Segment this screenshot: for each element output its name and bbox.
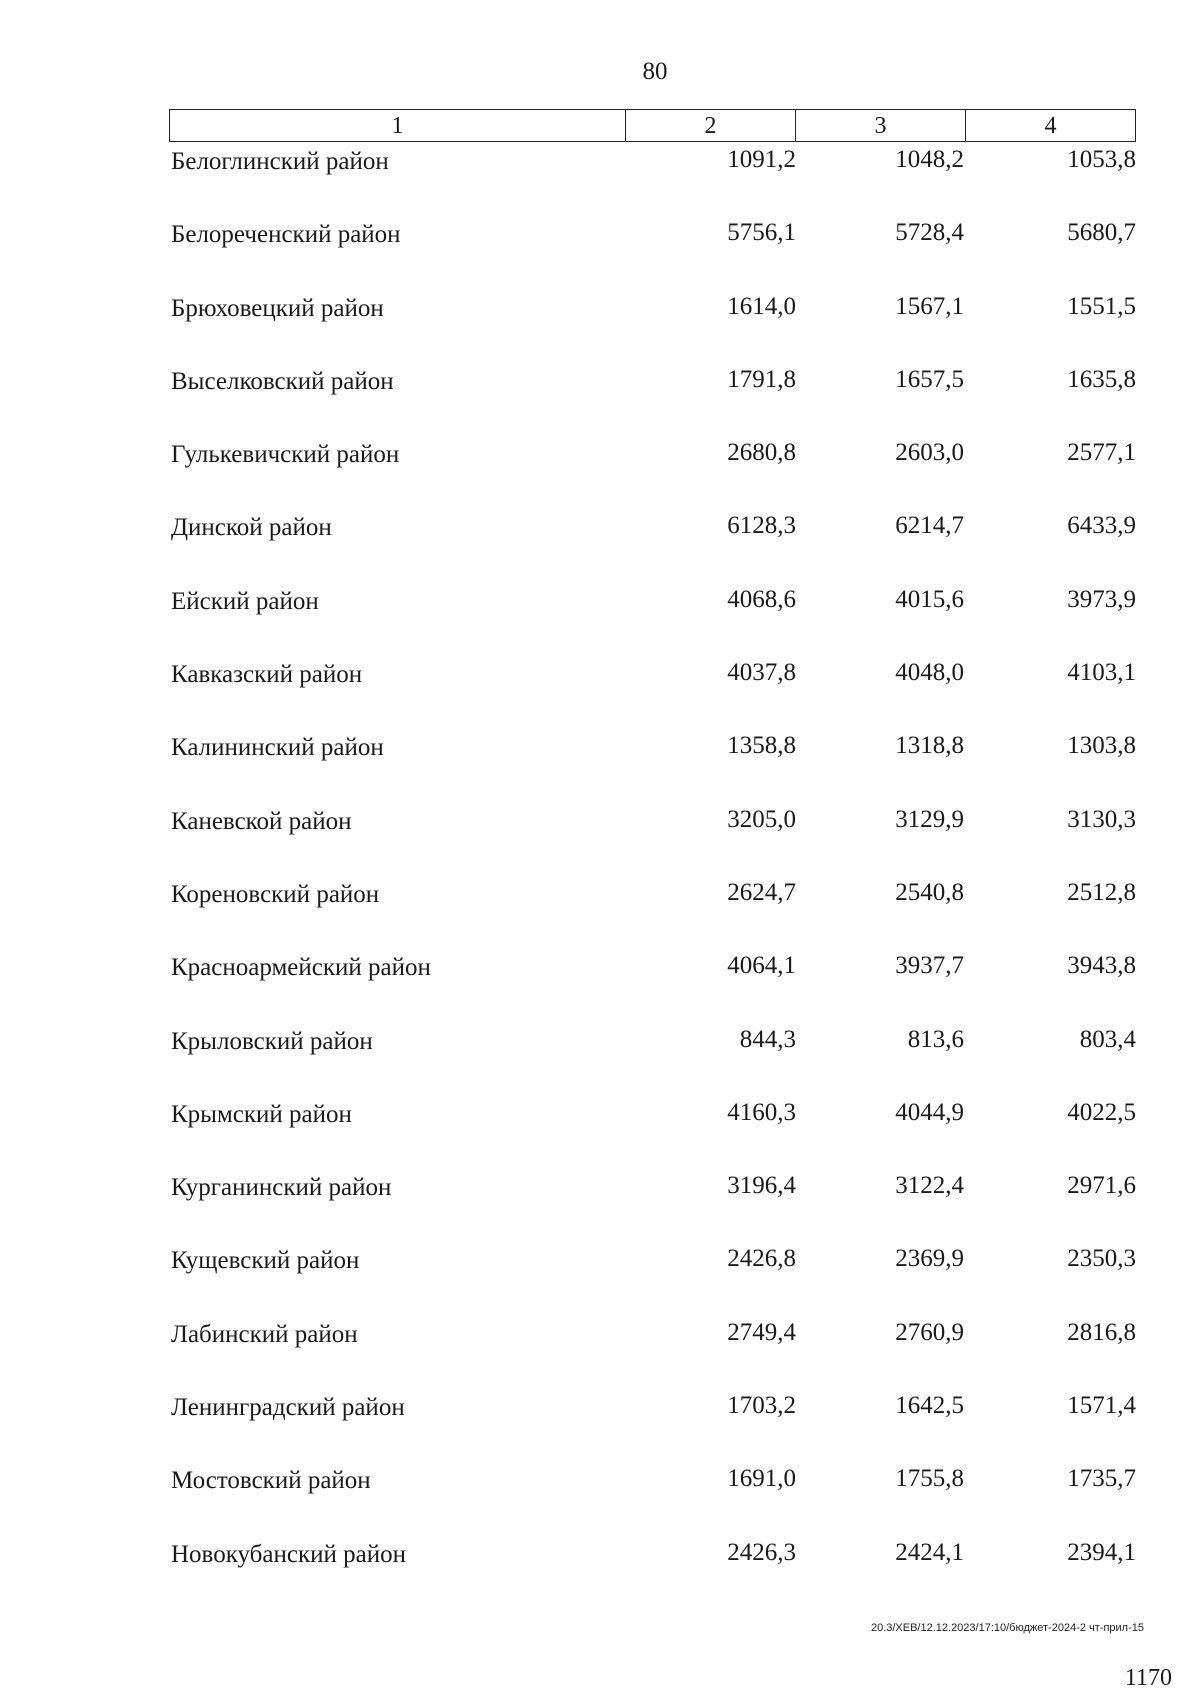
value-col-2: 3196,4	[727, 1172, 796, 1200]
value-col-2: 3205,0	[727, 805, 796, 833]
table-row	[169, 805, 1136, 881]
table-row	[169, 1025, 1136, 1101]
district-name: Крымский район	[171, 1100, 352, 1128]
district-name: Ленинградский район	[171, 1394, 405, 1422]
district-name: Калининский район	[171, 734, 384, 762]
header-cell-3: 3	[796, 110, 966, 141]
table-row	[169, 292, 1136, 368]
table-row	[169, 1318, 1136, 1394]
table-row	[169, 1174, 1136, 1247]
value-col-3: 5728,4	[895, 219, 964, 247]
value-col-3: 1657,5	[895, 365, 964, 393]
value-col-3: 2603,0	[895, 439, 964, 467]
table-row	[169, 734, 1136, 807]
value-col-2: 1358,8	[727, 732, 796, 760]
district-name: Красноармейский район	[171, 954, 431, 982]
value-col-3: 3122,4	[895, 1172, 964, 1200]
page-number: 80	[642, 58, 668, 85]
value-col-2: 4037,8	[727, 659, 796, 687]
value-col-2: 4064,1	[727, 952, 796, 980]
header-cell-4: 4	[1044, 113, 1057, 139]
value-col-2: 4160,3	[727, 1098, 796, 1126]
value-col-3: 1642,5	[895, 1392, 964, 1420]
table-row	[169, 221, 1136, 294]
table-row	[169, 954, 1136, 1027]
value-col-4: 2577,1	[1067, 439, 1136, 467]
value-col-4: 803,4	[1079, 1025, 1136, 1053]
district-name: Динской район	[171, 514, 332, 542]
value-col-2: 1791,8	[727, 365, 796, 393]
footer-page-number: 1170	[1124, 1665, 1172, 1691]
table-row	[169, 1098, 1136, 1174]
district-name: Лабинский район	[171, 1320, 358, 1348]
value-col-4: 3943,8	[1067, 952, 1136, 980]
value-col-2: 5756,1	[727, 219, 796, 247]
table-row	[169, 365, 1136, 441]
value-col-3: 2369,9	[895, 1245, 964, 1273]
table-row	[169, 661, 1136, 734]
value-col-3: 2540,8	[895, 878, 964, 906]
district-name: Белоглинский район	[171, 148, 389, 175]
table-row	[169, 514, 1136, 587]
value-col-2: 1703,2	[727, 1392, 796, 1420]
table-row	[169, 1394, 1136, 1467]
value-col-3: 1048,2	[895, 146, 964, 173]
district-name: Ейский район	[171, 587, 319, 615]
district-name: Новокубанский район	[171, 1540, 406, 1568]
district-name: Крыловский район	[171, 1027, 373, 1055]
value-col-2: 2749,4	[727, 1318, 796, 1346]
header-cell-1: 1	[170, 110, 626, 141]
value-col-3: 4044,9	[895, 1098, 964, 1126]
value-col-3: 2424,1	[895, 1538, 964, 1566]
table-row	[169, 148, 1136, 221]
value-col-4: 1571,4	[1067, 1392, 1136, 1420]
value-col-4: 2816,8	[1067, 1318, 1136, 1346]
district-name: Мостовский район	[171, 1467, 371, 1495]
district-name: Выселковский район	[171, 367, 394, 395]
value-col-2: 1691,0	[727, 1465, 796, 1493]
table-row	[169, 585, 1136, 661]
document-code: 20.3/ХЕВ/12.12.2023/17:10/бюджет-2024-2 чт-прил-15	[870, 1622, 1144, 1634]
value-col-2: 2680,8	[727, 439, 796, 467]
value-col-4: 3973,9	[1067, 585, 1136, 613]
value-col-3: 1755,8	[895, 1465, 964, 1493]
value-col-2: 1614,0	[727, 292, 796, 320]
value-col-3: 1318,8	[895, 732, 964, 760]
district-name: Брюховецкий район	[171, 294, 384, 322]
value-col-2: 2426,3	[727, 1538, 796, 1566]
value-col-2: 6128,3	[727, 512, 796, 540]
table-row	[169, 1538, 1136, 1614]
value-col-4: 4103,1	[1067, 659, 1136, 687]
value-col-2: 4068,6	[727, 585, 796, 613]
value-col-2: 1091,2	[727, 146, 796, 173]
value-col-4: 1735,7	[1067, 1465, 1136, 1493]
value-col-4: 5680,7	[1067, 219, 1136, 247]
value-col-2: 844,3	[739, 1025, 796, 1053]
value-col-4: 1053,8	[1067, 146, 1136, 173]
value-col-3: 6214,7	[895, 512, 964, 540]
value-col-4: 6433,9	[1067, 512, 1136, 540]
value-col-3: 2760,9	[895, 1318, 964, 1346]
table-row	[169, 441, 1136, 514]
value-col-3: 3129,9	[895, 805, 964, 833]
table-row	[169, 878, 1136, 954]
value-col-4: 1303,8	[1067, 732, 1136, 760]
table-row	[169, 1467, 1136, 1540]
table-row	[169, 1247, 1136, 1320]
value-col-4: 2394,1	[1067, 1538, 1136, 1566]
district-name: Кавказский район	[171, 661, 363, 689]
table-header	[169, 109, 1136, 142]
district-name: Белореченский район	[171, 221, 401, 249]
district-name: Кущевский район	[171, 1247, 360, 1275]
value-col-3: 4048,0	[895, 659, 964, 687]
header-cell-2: 2	[626, 110, 796, 141]
value-col-4: 2971,6	[1067, 1172, 1136, 1200]
value-col-4: 2350,3	[1067, 1245, 1136, 1273]
district-name: Курганинский район	[171, 1174, 392, 1202]
district-name: Каневской район	[171, 807, 352, 835]
value-col-3: 1567,1	[895, 292, 964, 320]
value-col-4: 3130,3	[1067, 805, 1136, 833]
value-col-3: 813,6	[907, 1025, 964, 1053]
value-col-4: 1551,5	[1067, 292, 1136, 320]
district-name: Гулькевичский район	[171, 441, 400, 469]
value-col-4: 2512,8	[1067, 878, 1136, 906]
value-col-2: 2426,8	[727, 1245, 796, 1273]
value-col-4: 1635,8	[1067, 365, 1136, 393]
value-col-3: 3937,7	[895, 952, 964, 980]
table-body	[169, 148, 1136, 1614]
value-col-4: 4022,5	[1067, 1098, 1136, 1126]
value-col-3: 4015,6	[895, 585, 964, 613]
district-name: Кореновский район	[171, 880, 380, 908]
value-col-2: 2624,7	[727, 878, 796, 906]
